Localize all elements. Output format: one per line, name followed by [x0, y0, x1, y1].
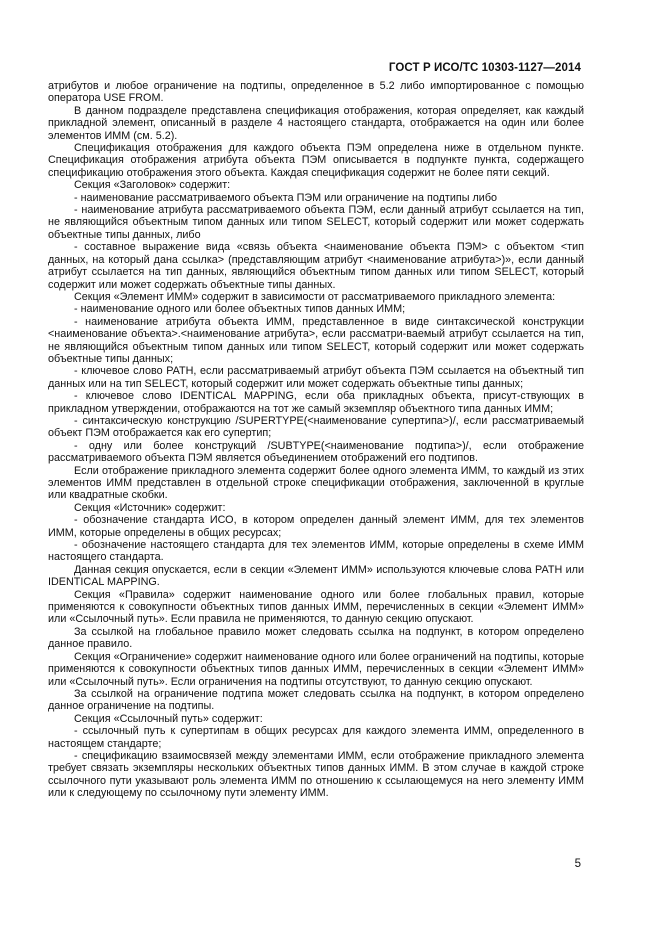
page-header: ГОСТ Р ИСО/ТС 10303-1127—2014	[388, 62, 581, 74]
paragraph: - синтаксическую конструкцию /SUPERTYPE(<наименование супертипа>)/, если рассматриваемый объект ПЭМ отображается как его супертип;	[48, 414, 584, 440]
paragraph: - обозначение стандарта ИСО, в котором определен данный элемент ИММ, для тех элементов ИММ, которые определены в общих ресурсах;	[48, 514, 584, 539]
paragraph: - ключевое слово PATH, если рассматриваемый атрибут объекта ПЭМ ссылается на объектный тип данных или на тип SELECT, который содержит или может содержать объектные типы данных;	[48, 365, 584, 390]
paragraph: - наименование рассматриваемого объекта ПЭМ или ограничение на подтипы либо	[74, 191, 498, 204]
paragraph: - одну или более конструкций /SUBTYPE(<наименование подтипа>)/, если отображение рассматриваемого объекта ПЭМ является объединением отображений его подтипов.	[48, 439, 584, 465]
paragraph: - наименование атрибута объекта ИММ, представленное в виде синтаксической конструкции <наименование объекта>.<наименование атрибута>, если рассматри-ваемый атрибут ссылается на тип, не являющийся объектным типом данных или типом SELECT, который содержит или может содержать объектные типы данных;	[48, 315, 584, 365]
paragraph: атрибутов и любое ограничение на подтипы, определенное в 5.2 либо импортированное с помощью оператора USE FROM.	[48, 80, 584, 105]
paragraph: - обозначение настоящего стандарта для тех элементов ИММ, которые определены в схеме ИММ настоящего стандарта.	[48, 539, 584, 564]
body-text	[48, 80, 584, 800]
paragraph: Спецификация отображения для каждого объекта ПЭМ определена ниже в отдельном пункте. Спецификация отображения атрибута объекта ПЭМ описывается в подпункте пункта, содержащего спецификацию отображения этого объекта. Каждая спецификация содержит не более пяти секций.	[48, 142, 584, 179]
paragraph: - наименование одного или более объектных типов данных ИММ;	[74, 303, 406, 316]
paragraph: Секция «Элемент ИММ» содержит в зависимости от рассматриваемого прикладного элемента:	[74, 290, 556, 303]
paragraph: Данная секция опускается, если в секции «Элемент ИММ» используются ключевые слова PATH или IDENTICAL MAPPING.	[48, 563, 584, 589]
paragraph: - ключевое слово IDENTICAL MAPPING, если оба прикладных объекта, присут-ствующих в прикладном утверждении, отображаются на тот же самый экземпляр объектного типа данных ИММ;	[48, 390, 584, 415]
paragraph: - ссылочный путь к супертипам в общих ресурсах для каждого элемента ИММ, определенного в настоящем стандарте;	[48, 725, 584, 750]
paragraph: - составное выражение вида «связь объекта <наименование объекта ПЭМ> с объектом <тип данных, на который дана ссылка> (представляющим атрибут <наименование атрибута>)», если данный атрибут ссылается на тип данных, являющийся объектным типом данных или типом SELECT, который содержит или может содержать объектные типы данных.	[48, 241, 584, 291]
paragraph: Секция «Ссылочный путь» содержит:	[74, 712, 263, 725]
paragraph: За ссылкой на глобальное правило может следовать ссылка на подпункт, в котором определено данное правило.	[48, 625, 584, 651]
paragraph: В данном подразделе представлена спецификация отображения, которая определяет, как каждый прикладной элемент, описанный в разделе 4 настоящего стандарта, отображается на один или более элементов ИММ (см. 5.2).	[48, 104, 584, 142]
paragraph: Если отображение прикладного элемента содержит более одного элемента ИММ, то каждый из этих элементов ИММ представлен в отдельной строке спецификации отображения, заключенной в круглые или квадратные скобки.	[48, 464, 584, 502]
paragraph: За ссылкой на ограничение подтипа может следовать ссылка на подпункт, в котором определено данное ограничение на подтипы.	[48, 687, 584, 713]
paragraph: - спецификацию взаимосвязей между элементами ИММ, если отображение прикладного элемента требует связать экземпляры нескольких объектных типов данных ИММ. В этом случае в каждой строке ссылочного пути указывают роль элемента ИММ по отношению к ссылающемуся на него элементу ИММ или к следующему по ссылочному пути элементу ИММ.	[48, 749, 584, 800]
paragraph: Секция «Заголовок» содержит:	[74, 179, 231, 192]
paragraph: - наименование атрибута рассматриваемого объекта ПЭМ, если данный атрибут ссылается на тип, не являющийся объектным типом данных или типом SELECT, который содержит или может содержать объектные типы данных, либо	[48, 204, 584, 241]
page-number: 5	[574, 858, 581, 870]
paragraph: Секция «Источник» содержит:	[74, 501, 226, 514]
paragraph: Секция «Ограничение» содержит наименование одного или более ограничений на подтипы, которые применяются к совокупности объектных типов данных ИММ, перечисленных в секции «Элемент ИММ» или «Ссылочный путь». Если ограничения на подтипы отсутствуют, то данную секцию опускают.	[48, 650, 585, 688]
paragraph: Секция «Правила» содержит наименование одного или более глобальных правил, которые применяются к совокупности объектных типов данных ИММ, перечисленных в секции «Элемент ИММ» или «Ссылочный путь». Если правила не применяются, то данную секцию опускают.	[48, 588, 584, 626]
